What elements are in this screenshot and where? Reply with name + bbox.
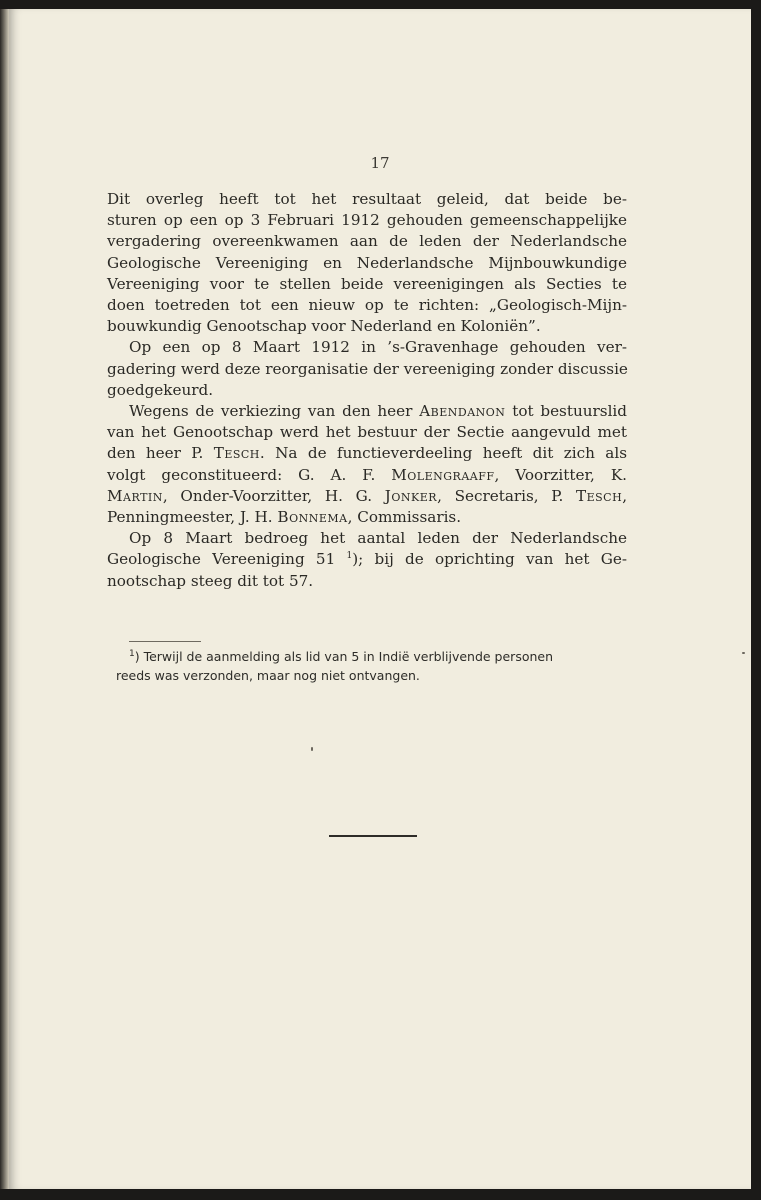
- paper-speck: [742, 652, 745, 654]
- text-run: , Secretaris, P.: [437, 486, 576, 505]
- person-name: Abendanon: [419, 402, 506, 421]
- page-number: 17: [370, 154, 390, 172]
- text-line: Op een op 8 Maart 1912 in ’s-Gravenhage gehouden ver-: [129, 338, 627, 357]
- footnote-marker: 1: [129, 648, 135, 659]
- text-line: [107, 465, 627, 486]
- text-line: Op 8 Maart bedroeg het aantal leden der Nederlandsche: [129, 529, 627, 548]
- text-line: van het Genootschap werd het bestuur der Sectie aangevuld met: [107, 423, 627, 442]
- body-text: [107, 189, 627, 592]
- text-run: den heer P.: [107, 444, 214, 463]
- person-name: Tesch: [213, 444, 260, 463]
- person-name: Tesch: [575, 486, 623, 505]
- paragraph-2: [107, 337, 627, 401]
- paper-speck: [311, 747, 313, 751]
- text-line: vergadering overeenkwamen aan de leden der Nederlandsche: [107, 232, 627, 251]
- text-run: . Na de functieverdeeling heeft dit zich als: [259, 444, 627, 463]
- paragraph-4: [107, 528, 627, 592]
- text-line: doen toetreden tot een nieuw op te richten: „Geologisch-Mijn-: [107, 296, 627, 315]
- text-line: Vereeniging voor te stellen beide vereenigingen als Secties te: [107, 274, 627, 293]
- text-run: Wegens de verkiezing van den heer: [129, 402, 420, 421]
- text-run: Penningmeester, J. H.: [107, 508, 278, 527]
- text-line: Geologische Vereeniging en Nederlandsche Mijnbouwkundige: [107, 253, 627, 272]
- text-run: , Voorzitter, K.: [494, 465, 627, 484]
- paragraph-1: [107, 189, 627, 337]
- text-run: ); bij de oprichting van het Ge-: [352, 550, 627, 569]
- book-page: [9, 9, 751, 1189]
- text-line: [107, 443, 627, 464]
- text-line: nootschap steeg dit tot 57.: [107, 571, 314, 590]
- text-line: [107, 507, 627, 528]
- person-name: Molengraaff: [391, 465, 495, 484]
- person-name: Jonker: [384, 486, 438, 505]
- text-run: tot bestuurslid: [505, 402, 628, 421]
- text-line: [107, 549, 627, 570]
- text-line: [107, 401, 627, 422]
- text-line: [107, 486, 627, 507]
- footnote-divider: [129, 641, 201, 642]
- text-line: gadering werd deze reorganisatie der vereeniging zonder discussie: [107, 359, 628, 378]
- footnote-line: [116, 647, 630, 666]
- footnote-reference: 1: [346, 551, 353, 562]
- text-line: bouwkundig Genootschap voor Nederland en Koloniën”.: [107, 317, 541, 336]
- text-run: Geologische Vereeniging 51: [107, 550, 347, 569]
- text-line: goedgekeurd.: [107, 380, 214, 399]
- person-name: Bonnema: [277, 508, 348, 527]
- text-run: ,: [622, 486, 628, 505]
- text-run: , Commissaris.: [347, 508, 462, 527]
- text-line: Dit overleg heeft tot het resultaat geleid, dat beide be-: [107, 190, 627, 208]
- text-run: , Onder-Voorzitter, H. G.: [162, 486, 385, 505]
- paragraph-3: [107, 401, 627, 528]
- footnote-line: reeds was verzonden, maar nog niet ontvangen.: [116, 668, 420, 683]
- footnote: [116, 647, 630, 685]
- book-binding-edge: [0, 9, 9, 1189]
- person-name: Martin: [107, 486, 163, 505]
- text-line: sturen op een op 3 Februari 1912 gehouden gemeenschappelijke: [107, 211, 627, 230]
- text-run: ) Terwijl de aanmelding als lid van 5 in Indië verblijvende personen: [134, 649, 554, 664]
- text-run: volgt geconstitueerd: G. A. F.: [107, 465, 392, 484]
- end-divider: [329, 835, 417, 837]
